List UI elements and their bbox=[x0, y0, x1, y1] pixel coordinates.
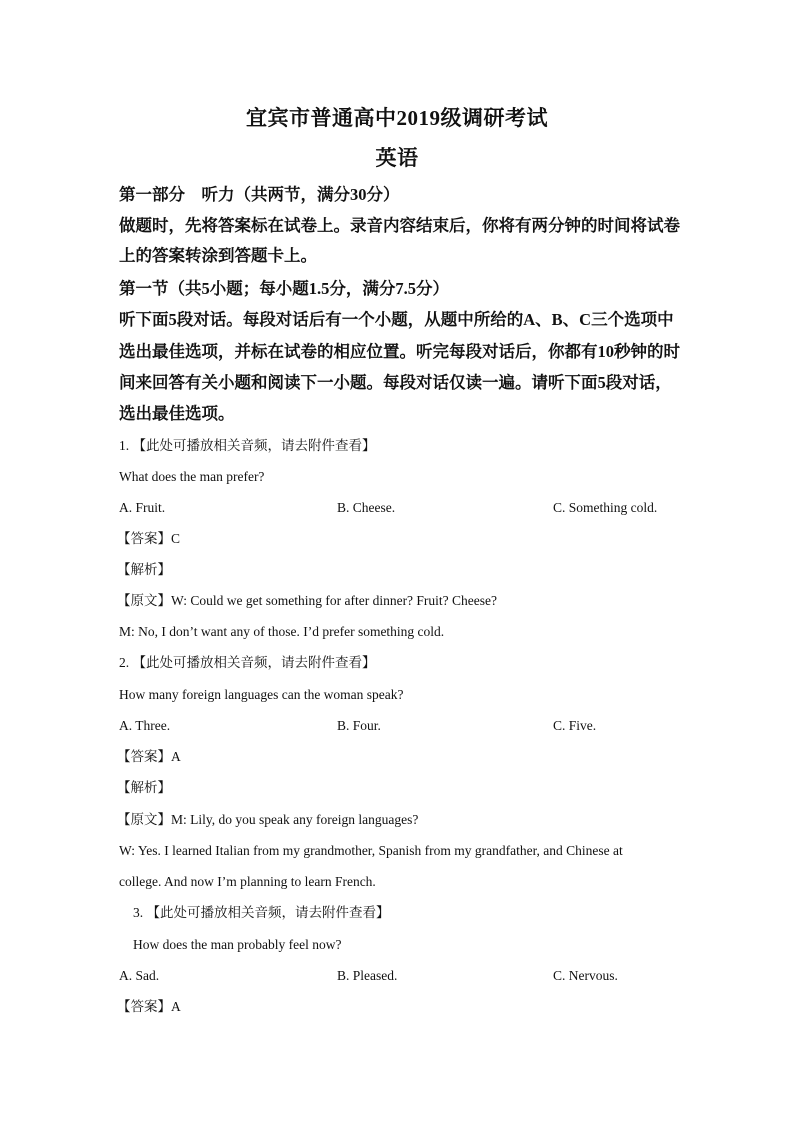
section-description-line-1: 听下面5段对话。每段对话后有一个小题，从题中所给的A、B、C三个选项中 bbox=[119, 310, 674, 329]
question-1-text: What does the man prefer? bbox=[119, 469, 265, 484]
part-one-heading: 第一部分 听力（共两节，满分30分） bbox=[119, 185, 400, 204]
question-1-analysis: 【解析】 bbox=[117, 562, 171, 577]
question-3-option-c: C. Nervous. bbox=[553, 968, 618, 983]
question-1-option-c: C. Something cold. bbox=[553, 500, 658, 515]
question-3-text: How does the man probably feel now? bbox=[133, 937, 342, 952]
question-2-answer: 【答案】A bbox=[117, 749, 181, 764]
question-2-transcript-line-2: W: Yes. I learned Italian from my grandmother, Spanish from my grandfather, and Chinese at bbox=[119, 843, 623, 858]
question-3-audio-header[interactable]: 3. 【此处可播放相关音频，请去附件查看】 bbox=[133, 905, 390, 920]
section-description-line-2: 选出最佳选项，并标在试卷的相应位置。听完每段对话后，你都有10秒钟的时 bbox=[119, 342, 680, 361]
question-2-analysis: 【解析】 bbox=[117, 780, 171, 795]
question-2-audio-header[interactable]: 2. 【此处可播放相关音频，请去附件查看】 bbox=[119, 655, 376, 670]
instruction-note-line-2: 上的答案转涂到答题卡上。 bbox=[119, 246, 317, 265]
question-3-option-a: A. Sad. bbox=[119, 968, 160, 983]
question-3-answer: 【答案】A bbox=[117, 999, 181, 1014]
exam-subject: 英语 bbox=[375, 146, 419, 170]
section-description-line-4: 选出最佳选项。 bbox=[119, 404, 235, 423]
question-1-audio-header[interactable]: 1. 【此处可播放相关音频，请去附件查看】 bbox=[119, 438, 376, 453]
question-3-option-b: B. Pleased. bbox=[337, 968, 398, 983]
question-2-transcript-line-1: 【原文】M: Lily, do you speak any foreign languages? bbox=[117, 812, 419, 827]
section-one-heading: 第一节（共5小题；每小题1.5分，满分7.5分） bbox=[119, 279, 449, 298]
exam-title: 宜宾市普通高中2019级调研考试 bbox=[246, 106, 548, 130]
question-1-transcript-line-1: 【原文】W: Could we get something for after dinner? Fruit? Cheese? bbox=[117, 593, 498, 608]
question-2-option-a: A. Three. bbox=[119, 718, 171, 733]
question-1-option-b: B. Cheese. bbox=[337, 500, 396, 515]
question-2-transcript-line-3: college. And now I’m planning to learn French. bbox=[119, 874, 376, 889]
question-2-option-c: C. Five. bbox=[553, 718, 597, 733]
question-1-option-a: A. Fruit. bbox=[119, 500, 166, 515]
question-2-text: How many foreign languages can the woman speak? bbox=[119, 687, 404, 702]
section-description-line-3: 间来回答有关小题和阅读下一小题。每段对话仅读一遍。请听下面5段对话， bbox=[119, 373, 672, 392]
question-1-transcript-line-2: M: No, I don’t want any of those. I’d prefer something cold. bbox=[119, 624, 445, 639]
instruction-note-line-1: 做题时，先将答案标在试卷上。录音内容结束后，你将有两分钟的时间将试卷 bbox=[119, 216, 680, 235]
question-2-option-b: B. Four. bbox=[337, 718, 381, 733]
question-1-answer: 【答案】C bbox=[117, 531, 181, 546]
